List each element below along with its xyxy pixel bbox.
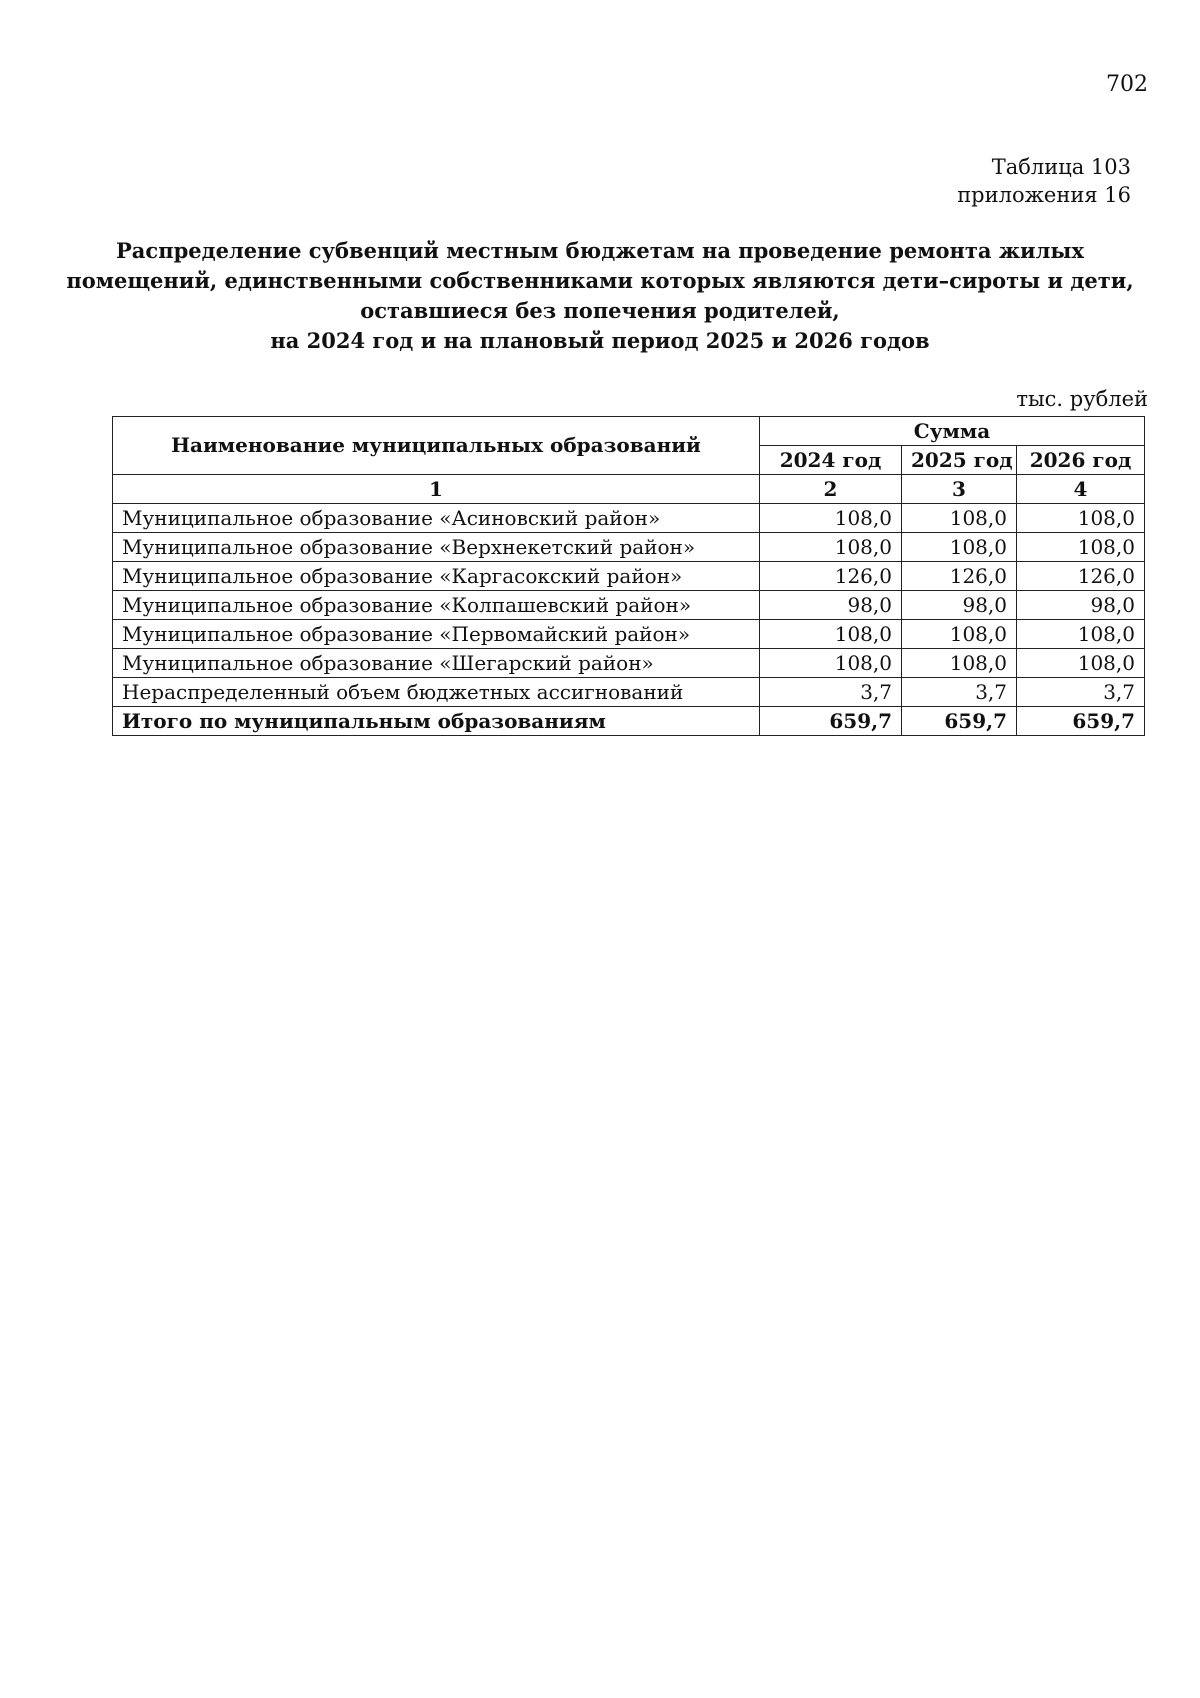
total-value-2025: 659,7 [902,707,1017,736]
table-reference [957,153,1131,209]
table-row [113,678,1145,707]
document-title-line: Распределение субвенций местным бюджетам на проведение ремонта жилых [116,238,1084,263]
table-row [113,533,1145,562]
row-value-2025: 108,0 [902,533,1017,562]
document-title-line: на 2024 год и на плановый период 2025 и 2026 годов [270,328,930,353]
row-value-2026: 98,0 [1017,591,1145,620]
column-index: 3 [902,475,1017,504]
row-value-2024: 98,0 [760,591,902,620]
table-row [113,504,1145,533]
row-value-2026: 3,7 [1017,678,1145,707]
document-title [60,236,1140,356]
row-value-2025: 108,0 [902,504,1017,533]
row-value-2026: 108,0 [1017,649,1145,678]
header-year-2024: 2024 год [760,446,902,475]
subvention-table [112,416,1145,736]
column-index: 2 [760,475,902,504]
row-value-2026: 108,0 [1017,620,1145,649]
total-row [113,707,1145,736]
header-municipality-name: Наименование муниципальных образований [113,417,760,475]
column-index: 4 [1017,475,1145,504]
row-value-2025: 126,0 [902,562,1017,591]
row-value-2024: 108,0 [760,533,902,562]
row-name: Муниципальное образование «Верхнекетский район» [113,533,760,562]
total-value-2026: 659,7 [1017,707,1145,736]
header-sum-group: Сумма [760,417,1145,446]
header-year-2026: 2026 год [1017,446,1145,475]
header-year-2025: 2025 год [902,446,1017,475]
row-name: Муниципальное образование «Шегарский район» [113,649,760,678]
row-value-2025: 98,0 [902,591,1017,620]
row-value-2025: 108,0 [902,649,1017,678]
table-row [113,591,1145,620]
table-header-row [113,417,1145,446]
total-row-name: Итого по муниципальным образованиям [113,707,760,736]
row-value-2026: 108,0 [1017,533,1145,562]
row-name: Нераспределенный объем бюджетных ассигнований [113,678,760,707]
document-title-line: помещений, единственными собственниками которых являются дети–сироты и дети, [66,268,1134,293]
row-name: Муниципальное образование «Асиновский район» [113,504,760,533]
total-value-2024: 659,7 [760,707,902,736]
row-value-2024: 108,0 [760,504,902,533]
table-row [113,562,1145,591]
page-number: 702 [1106,72,1148,97]
column-index: 1 [113,475,760,504]
table-row [113,620,1145,649]
row-value-2024: 126,0 [760,562,902,591]
row-name: Муниципальное образование «Каргасокский район» [113,562,760,591]
table-reference-number: Таблица 103 [991,155,1131,179]
document-title-line: оставшиеся без попечения родителей, [360,298,840,323]
row-value-2024: 108,0 [760,649,902,678]
table-row [113,649,1145,678]
row-name: Муниципальное образование «Колпашевский район» [113,591,760,620]
row-name: Муниципальное образование «Первомайский район» [113,620,760,649]
row-value-2026: 126,0 [1017,562,1145,591]
row-value-2026: 108,0 [1017,504,1145,533]
table-reference-appendix: приложения 16 [957,183,1131,207]
row-value-2025: 108,0 [902,620,1017,649]
column-index-row [113,475,1145,504]
units-label: тыс. рублей [1016,387,1148,411]
row-value-2025: 3,7 [902,678,1017,707]
row-value-2024: 3,7 [760,678,902,707]
row-value-2024: 108,0 [760,620,902,649]
